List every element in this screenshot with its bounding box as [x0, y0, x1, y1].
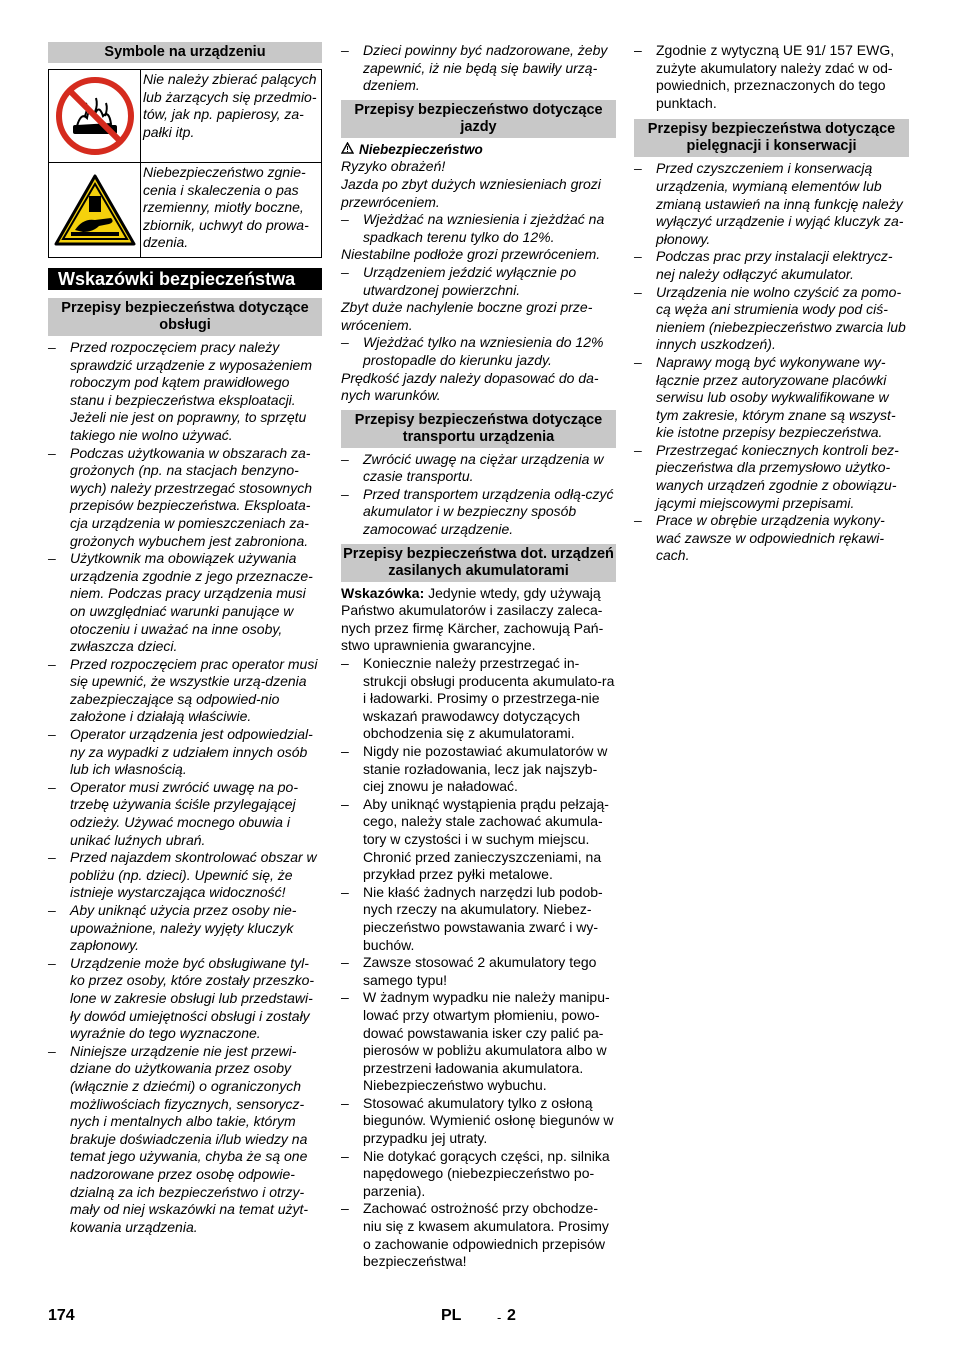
note-text: Jedynie wtedy, gdy używają Państwo akumulatorów i zasilaczy zaleca-nych przez firmę Kärcher, zachowują Pań-stwo uprawnienia gwarancyjne.: [341, 584, 604, 654]
transport-heading: Przepisy bezpieczeństwa dotyczące transportu urządzenia: [341, 410, 616, 448]
list-item: – Przed najazdem skontrolować obszar w pobliżu (np. dzieci). Upewnić się, że istnieje wystarczająca widoczność!: [48, 849, 317, 901]
list-item: – Zgodnie z wytyczną UE 91/ 157 EWG, zużyte akumulatory należy zdać w od-powiednich, przeznaczonych do tego punktach.: [634, 42, 895, 111]
list-item: – Naprawy mogą być wykonywane wy-łącznie przez autoryzowane placówki serwisu lub osoby wykwalifikowane w tym zakresie, którym znane są wszyst-kie istotne przepisy bezpieczeństwa.: [634, 353, 896, 441]
note-paragraph: [341, 585, 616, 655]
list-item: – Przed czyszczeniem i konserwacją urządzenia, wymianą elementów lub zmianą ustawień na inną funkcję należy wyłączyć urządzenie i wyjąć kluczyk za-płonowy.: [634, 160, 904, 247]
list-item: – Przed rozpoczęciem prac operator musi się upewnić, że wszystkie urzą-dzenia zabezpieczające są odpowied-nio założone i działają właściwie.: [48, 655, 318, 725]
paragraph: Prędkość jazdy należy dopasować do da-nych warunków.: [341, 369, 599, 404]
list-item: – Stosować akumulatory tylko z osłoną biegunów. Wymienić osłonę biegunów w przypadku jej utraty.: [341, 1094, 614, 1147]
language-code: PL: [441, 1307, 462, 1324]
driving-heading: Przepisy bezpieczeństwo dotyczące jazdy: [341, 100, 616, 138]
symbol-row: [49, 163, 321, 257]
list-item: – Aby uniknąć użycia przez osoby nie-upoważnione, należy wyjęty kluczyk zapłonowy.: [48, 902, 297, 954]
warning-label: Niebezpieczeństwo: [359, 141, 483, 157]
paragraph: Zbyt duże nachylenie boczne grozi prze-wróceniem.: [341, 299, 593, 333]
section-number: 2: [507, 1307, 516, 1324]
list-item: – Zwrócić uwagę na ciężar urządzenia w czasie transportu.: [341, 450, 604, 485]
care-list: [634, 160, 909, 565]
symbols-table: [48, 69, 322, 258]
symbol-description: Niebezpieczeństwo zgnie-cenia i skaleczenia o pas rzemienny, miotły boczne, zbiornik, uchwyt do prowa-dzenia.: [143, 164, 309, 251]
list-item: – Wjeżdżać tylko na wzniesienia do 12% prostopadle do kierunku jazdy.: [341, 334, 604, 368]
column-1: [48, 42, 322, 1236]
list-item: – Wjeżdżać na wzniesienia i zjeżdżać na spadkach terenu tylko do 12%.: [341, 211, 605, 245]
paragraph: Jazda po zbyt dużych wzniesieniach grozi przewróceniem.: [341, 175, 601, 210]
list-item: – Niniejsze urządzenie nie jest przewi-dziane do użytkowania przez osoby (włącznie z dziećmi) o ograniczonych możliwościach fizycznych, sensorycz-nych i mentalnych albo takie, którym brakuje doświadczenia i/lub wiedzy na temat jego używania, chyba że są one nadzorowane przez osobę odpowie-dzialną za ich bezpieczeństwo i otrzy-mały od niej wskazówki na temat użyt-kowania urządzenia.: [48, 1042, 309, 1235]
symbols-heading: Symbole na urządzeniu: [48, 42, 322, 63]
list-item: – Nigdy nie pozostawiać akumulatorów w stanie rozładowania, lecz jak najszyb-ciej znowu je naładować.: [341, 743, 608, 795]
list-item: – Podczas prac przy instalacji elektrycz-nej należy odłączyć akumulator.: [634, 248, 893, 282]
battery-list: [341, 655, 616, 1271]
list-item: – Przed rozpoczęciem pracy należy sprawdzić urządzenie z wyposażeniem roboczym pod kątem prawidłowego stanu i bezpieczeństwa eksploatacji. Jeżeli nie jest on poprawny, to sprzętu takiego nie wolno używać.: [48, 339, 312, 443]
warning-triangle-icon: [341, 141, 359, 159]
list-item: – Operator musi zwrócić uwagę na po-trzebę używania ściśle przylegającej odzieży. Używać mocnego obuwia i unikać luźnych ubrań.: [48, 778, 298, 848]
column-2: [341, 42, 616, 1271]
paragraph: Niestabilne podłoże grozi przewróceniem.: [341, 246, 601, 263]
list-item: – Zawsze stosować 2 akumulatory tego samego typu!: [341, 954, 597, 988]
crushing-hazard-icon: [49, 163, 141, 257]
list-item: – Urządzeniem jeździć wyłącznie po utwardzonej powierzchni.: [341, 263, 577, 298]
symbol-row: [49, 70, 321, 163]
list-item: – Nie kłaść żadnych narzędzi lub podob-nych rzeczy na akumulatory. Niebez-pieczeństwo powstawania zwarć i wy-buchów.: [341, 883, 603, 953]
list-item: – Użytkownik ma obowiązek używania urządzenia zgodnie z jego przeznacze-niem. Podczas pracy urządzenia musi on uwzględniać warunki panujące w otoczeniu i uważać na inne osoby, zwłaszcza dzieci.: [48, 550, 313, 655]
page-number: 174: [48, 1307, 75, 1324]
no-burning-objects-icon: [49, 70, 141, 162]
list-item: – Koniecznie należy przestrzegać in-strukcji obsługi producenta akumulato-ra i ładowarki. Prosimy o przestrzega-nie wskazań prawodawcy dotyczących obchodzenia się z akumulatorami.: [341, 655, 615, 742]
transport-list: [341, 451, 616, 539]
list-item: – Zachować ostrożność przy obchodze-niu się z kwasem akumulatora. Prosimy o zachowanie odpowiednich przepisów bezpieczeństwa!: [341, 1200, 609, 1270]
warning-line: [341, 141, 616, 159]
list-item: – Prace w obrębie urządzenia wykony-wać zawsze w odpowiednich rękawi-cach.: [634, 512, 885, 564]
column-3: [634, 42, 909, 565]
list-item: – Dzieci powinny być nadzorowane, żeby zapewnić, iż nie będą się bawiły urzą-dzeniem.: [341, 42, 608, 94]
section-title: Wskazówki bezpieczeństwa: [48, 268, 322, 290]
list-item: – Przed transportem urządzenia odłą-czyć akumulator i w bezpieczny sposób zamocować urządzenie.: [341, 485, 614, 538]
battery-heading: Przepisy bezpieczeństwa dot. urządzeń zasilanych akumulatorami: [341, 544, 616, 582]
paragraph: Ryzyko obrażeń!: [341, 158, 446, 175]
list-item: – Podczas użytkowania w obszarach za-grożonych (np. na stacjach benzyno-wych) należy przestrzegać stosownych przepisów bezpieczeństwa. Eksploata-cja urządzenia w pomieszczeniach za-grożonych wybuchem jest zabroniona.: [48, 444, 312, 549]
symbol-description: Nie należy zbierać palących lub żarzących się przedmio-tów, jak np. papierosy, za-pałki itp.: [143, 71, 317, 140]
list-item: – Urządzenie może być obsługiwane tyl-ko przez osoby, które zostały przeszko-lone w zakresie obsługi lub przedstawi-ły dowód umiejętności obsługi i zostały wyraźnie do tego wyznaczone.: [48, 954, 315, 1042]
list-item: – Przestrzegać koniecznych kontroli bez-pieczeństwa dla przemysłowo użytko-wanych urządzeń zgodnie z obowiązu-jącymi miejscowymi przepisami.: [634, 441, 899, 511]
footer-separator: -: [497, 1310, 502, 1325]
list-item: – Urządzenia nie wolno czyścić za pomo-cą węża ani strumienia wody pod ciś-nieniem (niebezpieczeństwo zwarcia lub innych uszkodzeń).: [634, 283, 906, 353]
list-item: – Operator urządzenia jest odpowiedzial-ny za wypadki z udziałem innych osób lub ich własnością.: [48, 726, 313, 778]
list-item: – W żadnym wypadku nie należy manipu-lować przy otwartym płomieniu, powo-dować powstawania isker czy palić pa-pierosów w pobliżu akumulatora albo w przestrzeni ładowania akumulatora. Niebezpieczeństwo wybuchu.: [341, 989, 610, 1094]
operation-heading: Przepisy bezpieczeństwa dotyczące obsługi: [48, 298, 322, 336]
care-heading: Przepisy bezpieczeństwa dotyczące pielęgnacji i konserwacji: [634, 119, 909, 157]
operation-list: [48, 339, 322, 1236]
note-label: Wskazówka:: [341, 584, 425, 601]
list-item: – Nie dotykać gorących części, np. silnika napędowego (niebezpieczeństwo po-parzenia).: [341, 1147, 610, 1199]
list-item: – Aby uniknąć wystąpienia prądu pełzają-cego, należy stale zachować akumula-tory w czystości i w suchym miejscu. Chronić przed zanieczyszczeniami, na przykład przez pyłki metalowe.: [341, 795, 609, 883]
